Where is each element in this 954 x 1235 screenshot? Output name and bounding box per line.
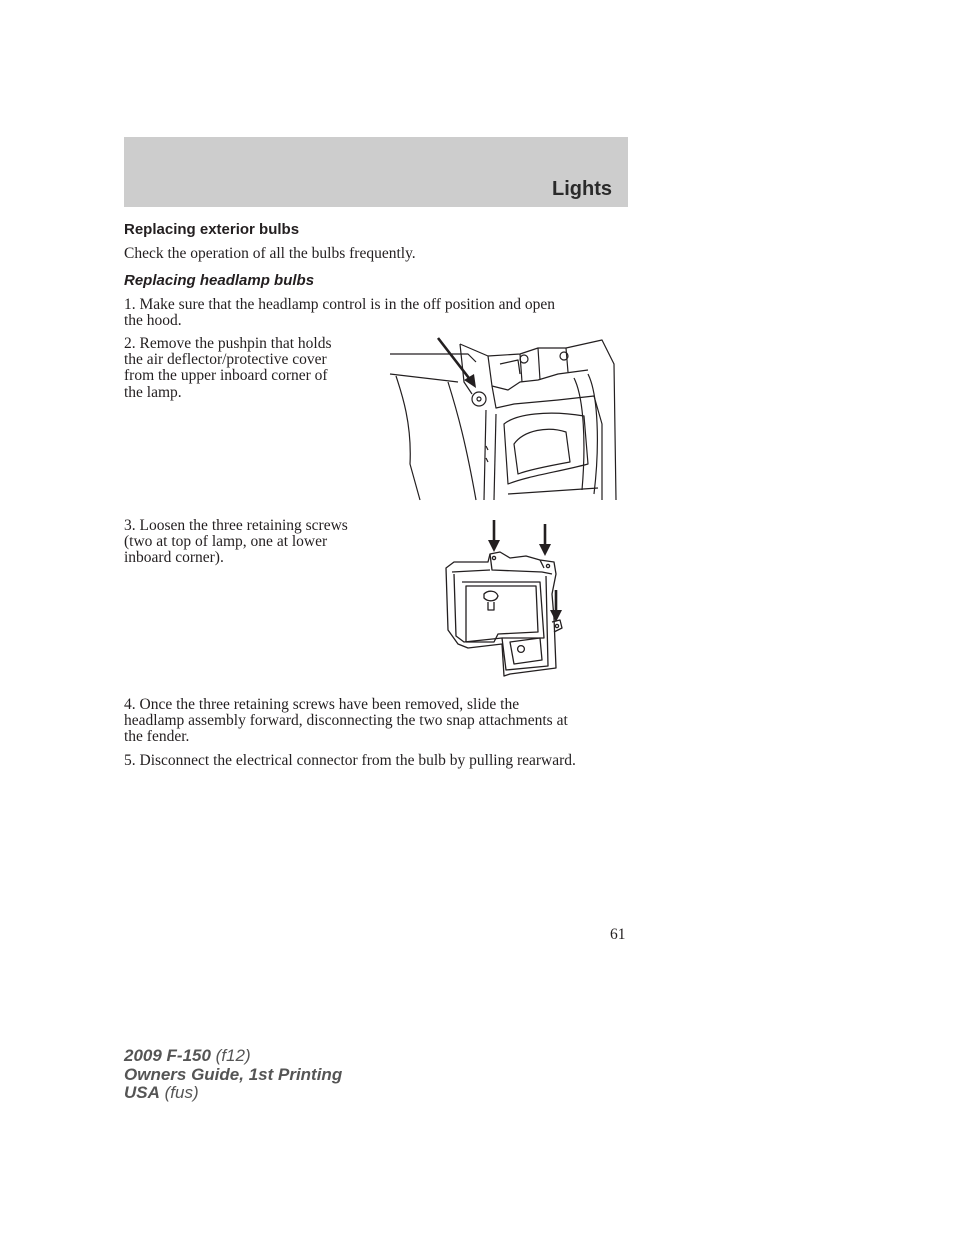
step-4-line: the fender. — [124, 728, 190, 746]
section-header-band — [124, 137, 628, 207]
retaining-screws-illustration — [440, 518, 570, 680]
step-1-line: the hood. — [124, 312, 182, 330]
document-footer — [124, 1047, 342, 1103]
step-2-line: the air deflector/protective cover — [124, 351, 327, 369]
step-1 — [124, 297, 555, 329]
step-1-line: 1. Make sure that the headlamp control is in the off position and open — [124, 296, 556, 313]
step-2-line: from the upper inboard corner of — [124, 367, 328, 385]
step-2-line: the lamp. — [124, 383, 182, 401]
pushpin-location-illustration — [388, 334, 620, 504]
footer-line-model — [124, 1047, 342, 1066]
footer-region: USA — [124, 1083, 160, 1102]
step-5: 5. Disconnect the electrical connector from the bulb by pulling rearward. — [124, 752, 576, 769]
step-4 — [124, 697, 568, 746]
step-3-line: 3. Loosen the three retaining screws — [124, 517, 348, 534]
heading-replacing-headlamp-bulbs: Replacing headlamp bulbs — [124, 272, 315, 289]
heading-replacing-exterior-bulbs: Replacing exterior bulbs — [124, 221, 300, 238]
footer-line-region — [124, 1084, 342, 1103]
footer-model: 2009 F-150 — [124, 1046, 211, 1065]
step-3-line: (two at top of lamp, one at lower — [124, 533, 328, 551]
footer-line-guide — [124, 1066, 342, 1085]
intro-paragraph: Check the operation of all the bulbs frequently. — [124, 245, 416, 262]
step-3 — [124, 518, 348, 567]
step-3-line: inboard corner). — [124, 549, 224, 567]
step-2 — [124, 336, 332, 401]
section-title: Lights — [552, 178, 612, 200]
footer-guide: Owners Guide, 1st Printing — [124, 1064, 343, 1084]
step-4-line: headlamp assembly forward, disconnecting the two snap attachments at — [124, 712, 568, 730]
step-4-line: 4. Once the three retaining screws have been removed, slide the — [124, 696, 520, 713]
footer-region-code: (fus) — [159, 1083, 199, 1102]
page-number: 61 — [610, 926, 626, 943]
step-2-line: 2. Remove the pushpin that holds — [124, 335, 332, 352]
footer-model-code: (f12) — [210, 1046, 251, 1065]
